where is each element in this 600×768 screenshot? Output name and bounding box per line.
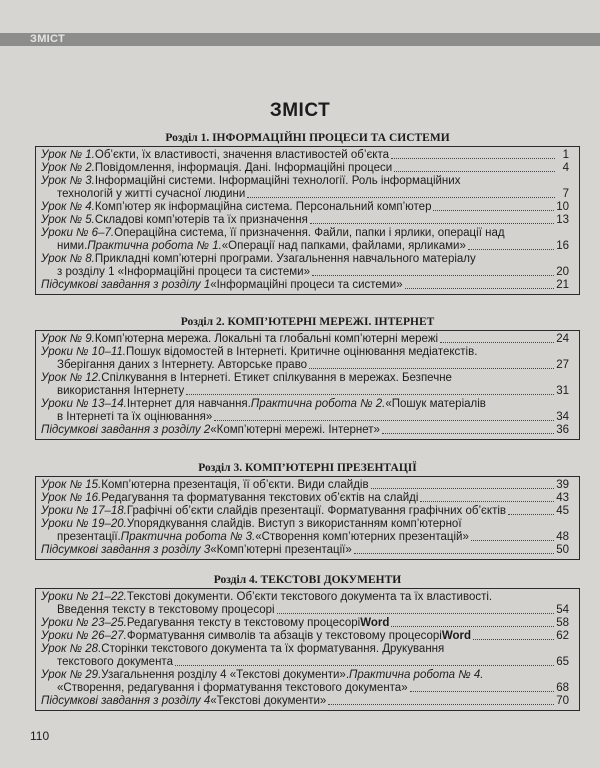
entry-text: Об’єкти, їх властивості, значення властивостей об’єкта xyxy=(94,149,390,161)
entry-line xyxy=(41,279,569,292)
lesson-label: Урок № 8. xyxy=(41,253,95,265)
dot-leader xyxy=(214,420,554,421)
page-ref: 70 xyxy=(556,695,569,707)
entry-text: текстового документа xyxy=(57,656,173,668)
entry-line xyxy=(41,695,569,708)
lesson-label: Уроки № 6–7. xyxy=(41,227,115,239)
entry-text: використання Інтернету xyxy=(57,385,185,397)
lesson-label: Підсумкові завдання з розділу 3 xyxy=(41,544,211,556)
entry-line xyxy=(41,372,569,385)
lesson-label: Урок № 9. xyxy=(41,333,95,345)
dot-leader xyxy=(433,210,554,211)
page-ref: 36 xyxy=(556,424,569,436)
section-3 xyxy=(35,460,580,560)
entry-text: Текстові документи. Об’єкти текстового документа та їх властивості. xyxy=(126,591,493,603)
entry-line xyxy=(41,643,569,656)
page-ref: 10 xyxy=(556,201,569,213)
toc-entry xyxy=(41,227,569,253)
entry-text: Прикладні комп’ютерні програми. Узагальнення навчального матеріалу xyxy=(94,253,476,265)
dot-leader xyxy=(391,158,555,159)
lesson-label: Урок № 28. xyxy=(41,643,102,655)
dot-leader xyxy=(410,691,555,692)
toc-entry xyxy=(41,398,569,424)
toc-entry xyxy=(41,617,569,630)
page-ref: 45 xyxy=(556,505,569,517)
entry-line xyxy=(41,630,569,643)
entry-text: Комп’ютер як інформаційна система. Персональний комп’ютер xyxy=(94,201,432,213)
entry-line xyxy=(41,253,569,266)
entry-line xyxy=(41,492,569,505)
page-ref: 16 xyxy=(556,240,569,252)
entry-text: Зберігання даних з Інтернету. Авторське право xyxy=(57,359,308,371)
toc-entry xyxy=(41,591,569,617)
entry-text: Узагальнення розділу 4 «Текстові документи». xyxy=(101,669,350,681)
page-ref: 31 xyxy=(556,385,569,397)
entry-text: Сторінки текстового документа та їх форматування. Друкування xyxy=(101,643,445,655)
section-2 xyxy=(35,314,580,440)
entry-line xyxy=(41,682,569,695)
toc-entry xyxy=(41,175,569,201)
page-ref: 68 xyxy=(556,682,569,694)
section-1 xyxy=(35,130,580,295)
entry-line xyxy=(41,544,569,557)
entry-text: в Інтернеті та їх оцінювання» xyxy=(57,411,213,423)
toc-box xyxy=(35,588,580,711)
header-label: ЗМІСТ xyxy=(30,33,65,45)
entry-line xyxy=(41,411,569,424)
lesson-label: Урок № 4. xyxy=(41,201,95,213)
toc-entry xyxy=(41,505,569,518)
entry-line xyxy=(41,175,569,188)
toc-entry xyxy=(41,630,569,643)
lesson-label: Урок № 2. xyxy=(41,162,95,174)
entry-line xyxy=(41,333,569,346)
entry-text: Форматування символів та абзаців у текстовому процесорі xyxy=(126,630,442,642)
page-ref: 7 xyxy=(562,188,569,200)
lesson-label: Уроки № 23–25. xyxy=(41,617,127,629)
entry-text: Комп’ютерна презентація, її об’єкти. Види слайдів xyxy=(101,479,369,491)
entry-text: Графічні об’єкти слайдів презентації. Форматування графічних об’єктів xyxy=(126,505,506,517)
entry-text: з розділу 1 «Інформаційні процеси та системи» xyxy=(57,266,310,278)
section-title: Розділ 1. ІНФОРМАЦІЙНІ ПРОЦЕСИ ТА СИСТЕМИ xyxy=(165,132,450,144)
toc-box xyxy=(35,476,580,560)
entry-text: Редагування та форматування текстових об’єктів на слайді xyxy=(101,492,419,504)
entry-line xyxy=(41,479,569,492)
dot-leader xyxy=(468,249,554,250)
entry-line xyxy=(41,591,569,604)
practical-text: «Пошук матеріалів xyxy=(385,398,486,410)
entry-line xyxy=(41,346,569,359)
page-ref: 50 xyxy=(556,544,569,556)
entry-line xyxy=(41,669,569,682)
lesson-label: Підсумкові завдання з розділу 1 xyxy=(41,279,211,291)
practical-text: «Створення комп’ютерних презентацій» xyxy=(255,531,469,543)
dot-leader xyxy=(473,639,554,640)
dot-leader xyxy=(382,433,554,434)
toc-entry xyxy=(41,695,569,708)
dot-leader xyxy=(186,394,554,395)
toc-entry xyxy=(41,544,569,557)
toc-entry xyxy=(41,346,569,372)
entry-text: Комп’ютерна мережа. Локальні та глобальні комп’ютерні мережі xyxy=(94,333,439,345)
word-label: Word xyxy=(360,617,390,629)
toc-entry xyxy=(41,162,569,175)
page-ref: 24 xyxy=(556,333,569,345)
page-ref: 39 xyxy=(556,479,569,491)
lesson-label: Підсумкові завдання з розділу 2 xyxy=(41,424,211,436)
toc-entry xyxy=(41,201,569,214)
page-ref: 20 xyxy=(556,266,569,278)
entry-line xyxy=(41,266,569,279)
dot-leader xyxy=(310,223,554,224)
lesson-label: Уроки № 13–14. xyxy=(41,398,127,410)
entry-text: «Текстові документи» xyxy=(210,695,327,707)
entry-text: Упорядкування слайдів. Виступ з використанням комп’ютерної xyxy=(126,518,462,530)
dot-leader xyxy=(277,613,555,614)
dot-leader xyxy=(354,553,554,554)
page-ref: 34 xyxy=(556,411,569,423)
entry-text: Пошук відомостей в Інтернеті. Критичне оцінювання медіатекстів. xyxy=(126,346,478,358)
dot-leader xyxy=(471,540,554,541)
entry-line xyxy=(41,505,569,518)
page-ref: 62 xyxy=(556,630,569,642)
practical-text: «Операції над папками, файлами, ярликами» xyxy=(221,240,466,252)
entry-line xyxy=(41,398,569,411)
entry-line xyxy=(41,162,569,175)
toc-entry xyxy=(41,424,569,437)
page-ref: 48 xyxy=(556,531,569,543)
section-4 xyxy=(35,572,580,711)
dot-leader xyxy=(394,171,555,172)
lesson-label: Уроки № 21–22. xyxy=(41,591,127,603)
dot-leader xyxy=(420,501,554,502)
entry-line xyxy=(41,385,569,398)
page-ref: 54 xyxy=(556,604,569,616)
toc-entry xyxy=(41,518,569,544)
header-bar xyxy=(0,33,600,46)
lesson-label: Урок № 3. xyxy=(41,175,95,187)
entry-text: Операційна система, її призначення. Файли, папки і ярлики, операції над xyxy=(114,227,505,239)
lesson-label: Уроки № 19–20. xyxy=(41,518,127,530)
page-ref: 43 xyxy=(556,492,569,504)
dot-leader xyxy=(391,626,554,627)
lesson-label: Уроки № 26–27. xyxy=(41,630,127,642)
dot-leader xyxy=(247,197,555,198)
lesson-label: Урок № 5. xyxy=(41,214,95,226)
page-ref: 4 xyxy=(562,162,569,174)
entry-text: ними. xyxy=(57,240,88,252)
lesson-label: Урок № 12. xyxy=(41,372,102,384)
entry-line xyxy=(41,188,569,201)
entry-text: «Комп’ютерні мережі. Інтернет» xyxy=(210,424,380,436)
entry-text: Складові комп’ютерів та їх призначення xyxy=(94,214,308,226)
page-ref: 13 xyxy=(556,214,569,226)
dot-leader xyxy=(440,342,554,343)
dot-leader xyxy=(405,288,555,289)
lesson-label: Підсумкові завдання з розділу 4 xyxy=(41,695,211,707)
lesson-label: Урок № 16. xyxy=(41,492,102,504)
toc-entry xyxy=(41,479,569,492)
section-title: Розділ 3. КОМП’ЮТЕРНІ ПРЕЗЕНТАЦІЇ xyxy=(198,462,417,474)
entry-line xyxy=(41,656,569,669)
toc-entry xyxy=(41,214,569,227)
toc-box xyxy=(35,146,580,295)
entry-text: Введення тексту в текстовому процесорі xyxy=(57,604,275,616)
entry-line xyxy=(41,201,569,214)
entry-text: «Створення, редагування і форматування текстового документа» xyxy=(57,682,408,694)
dot-leader xyxy=(309,368,554,369)
page-ref: 1 xyxy=(562,149,569,161)
entry-line xyxy=(41,214,569,227)
lesson-label: Урок № 15. xyxy=(41,479,102,491)
page-ref: 27 xyxy=(556,359,569,371)
entry-line xyxy=(41,359,569,372)
toc-entry xyxy=(41,372,569,398)
entry-line xyxy=(41,617,569,630)
toc-box xyxy=(35,330,580,440)
entry-line xyxy=(41,531,569,544)
lesson-label: Урок № 29. xyxy=(41,669,102,681)
entry-text: технологій у житті сучасної людини xyxy=(57,188,246,200)
page-number: 110 xyxy=(30,729,50,743)
section-title: Розділ 2. КОМП’ЮТЕРНІ МЕРЕЖІ. ІНТЕРНЕТ xyxy=(180,316,435,328)
entry-line xyxy=(41,424,569,437)
toc-entry xyxy=(41,669,569,695)
page-ref: 65 xyxy=(556,656,569,668)
entry-text: презентації. xyxy=(57,531,121,543)
entry-text: Повідомлення, інформація. Дані. Інформаційні процеси xyxy=(94,162,393,174)
practical-label: Практична робота № 3. xyxy=(120,531,256,543)
toc-entry xyxy=(41,643,569,669)
section-title: Розділ 4. ТЕКСТОВІ ДОКУМЕНТИ xyxy=(213,574,402,586)
entry-text: Інформаційні системи. Інформаційні технології. Роль інформаційних xyxy=(94,175,461,187)
toc-entry xyxy=(41,279,569,292)
dot-leader xyxy=(508,514,554,515)
practical-label: Практична робота № 1. xyxy=(87,240,222,252)
entry-text: Спілкування в Інтернеті. Етикет спілкування в мережах. Безпечне xyxy=(101,372,452,384)
entry-text: Інтернет для навчання. xyxy=(126,398,251,410)
dot-leader xyxy=(328,704,554,705)
page-ref: 58 xyxy=(556,617,569,629)
entry-line xyxy=(41,604,569,617)
lesson-label: Уроки № 17–18. xyxy=(41,505,127,517)
toc-entry xyxy=(41,333,569,346)
entry-line xyxy=(41,149,569,162)
entry-text: «Інформаційні процеси та системи» xyxy=(210,279,403,291)
dot-leader xyxy=(312,275,554,276)
entry-text: «Комп’ютерні презентації» xyxy=(210,544,352,556)
lesson-label: Уроки № 10–11. xyxy=(41,346,127,358)
toc-entry xyxy=(41,253,569,279)
page-ref: 21 xyxy=(556,279,569,291)
lesson-label: Урок № 1. xyxy=(41,149,95,161)
toc-entry xyxy=(41,492,569,505)
practical-label: Практична робота № 2. xyxy=(250,398,386,410)
entry-line xyxy=(41,518,569,531)
page-title: ЗМІСТ xyxy=(269,100,331,121)
dot-leader xyxy=(371,488,555,489)
practical-label: Практична робота № 4. xyxy=(349,669,484,681)
entry-line xyxy=(41,240,569,253)
entry-line xyxy=(41,227,569,240)
dot-leader xyxy=(175,665,554,666)
word-label: Word xyxy=(441,630,471,642)
toc-entry xyxy=(41,149,569,162)
entry-text: Редагування тексту в текстовому процесорі xyxy=(126,617,361,629)
